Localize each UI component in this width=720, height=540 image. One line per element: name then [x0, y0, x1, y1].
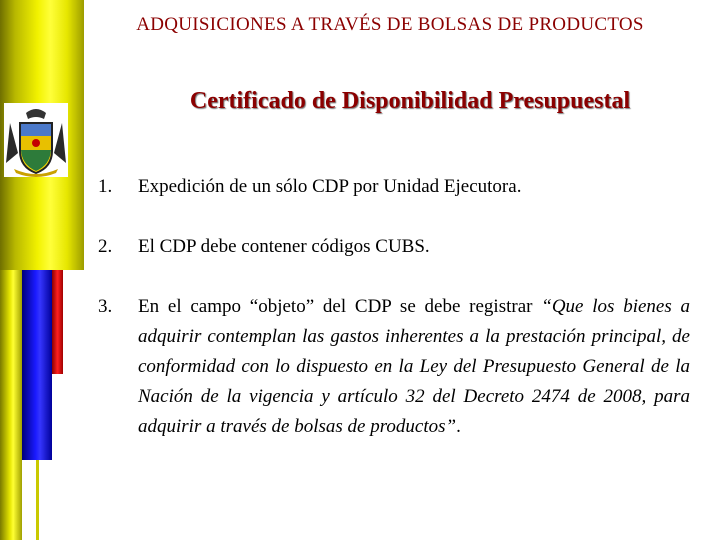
list-item-number: 2. [98, 236, 113, 257]
list-item-tail: . [456, 416, 461, 437]
list-item-text: El CDP debe contener códigos CUBS. [138, 236, 430, 257]
left-band-red [52, 270, 63, 374]
page-subtitle: Certificado de Disponibilidad Presupuestal [189, 88, 631, 114]
page-title: ADQUISICIONES A TRAVÉS DE BOLSAS DE PRODUCTOS [136, 14, 644, 35]
list-item [98, 232, 690, 262]
left-thin-line [36, 460, 39, 540]
left-band-blue [22, 270, 52, 460]
list-item-number: 3. [98, 296, 113, 317]
requirements-list [98, 172, 690, 472]
list-item [98, 292, 690, 442]
list-item-lead: En el campo “objeto” del CDP se debe registrar [138, 296, 542, 317]
coat-of-arms-icon [4, 103, 68, 177]
left-band-yellow-lower [0, 270, 22, 540]
list-item-number: 1. [98, 176, 113, 197]
list-item-quote: “Que los bienes a adquirir contemplan las gastos inherentes a la prestación principal, de conformidad con lo dispuesto en la Ley del Presupuesto General de la Nación de la vigencia y artículo 32 del Decreto 2474 de 2008, para adquirir a través de bolsas de productos” [138, 296, 691, 437]
list-item-text: Expedición de un sólo CDP por Unidad Ejecutora. [138, 176, 522, 197]
list-item [98, 172, 690, 202]
